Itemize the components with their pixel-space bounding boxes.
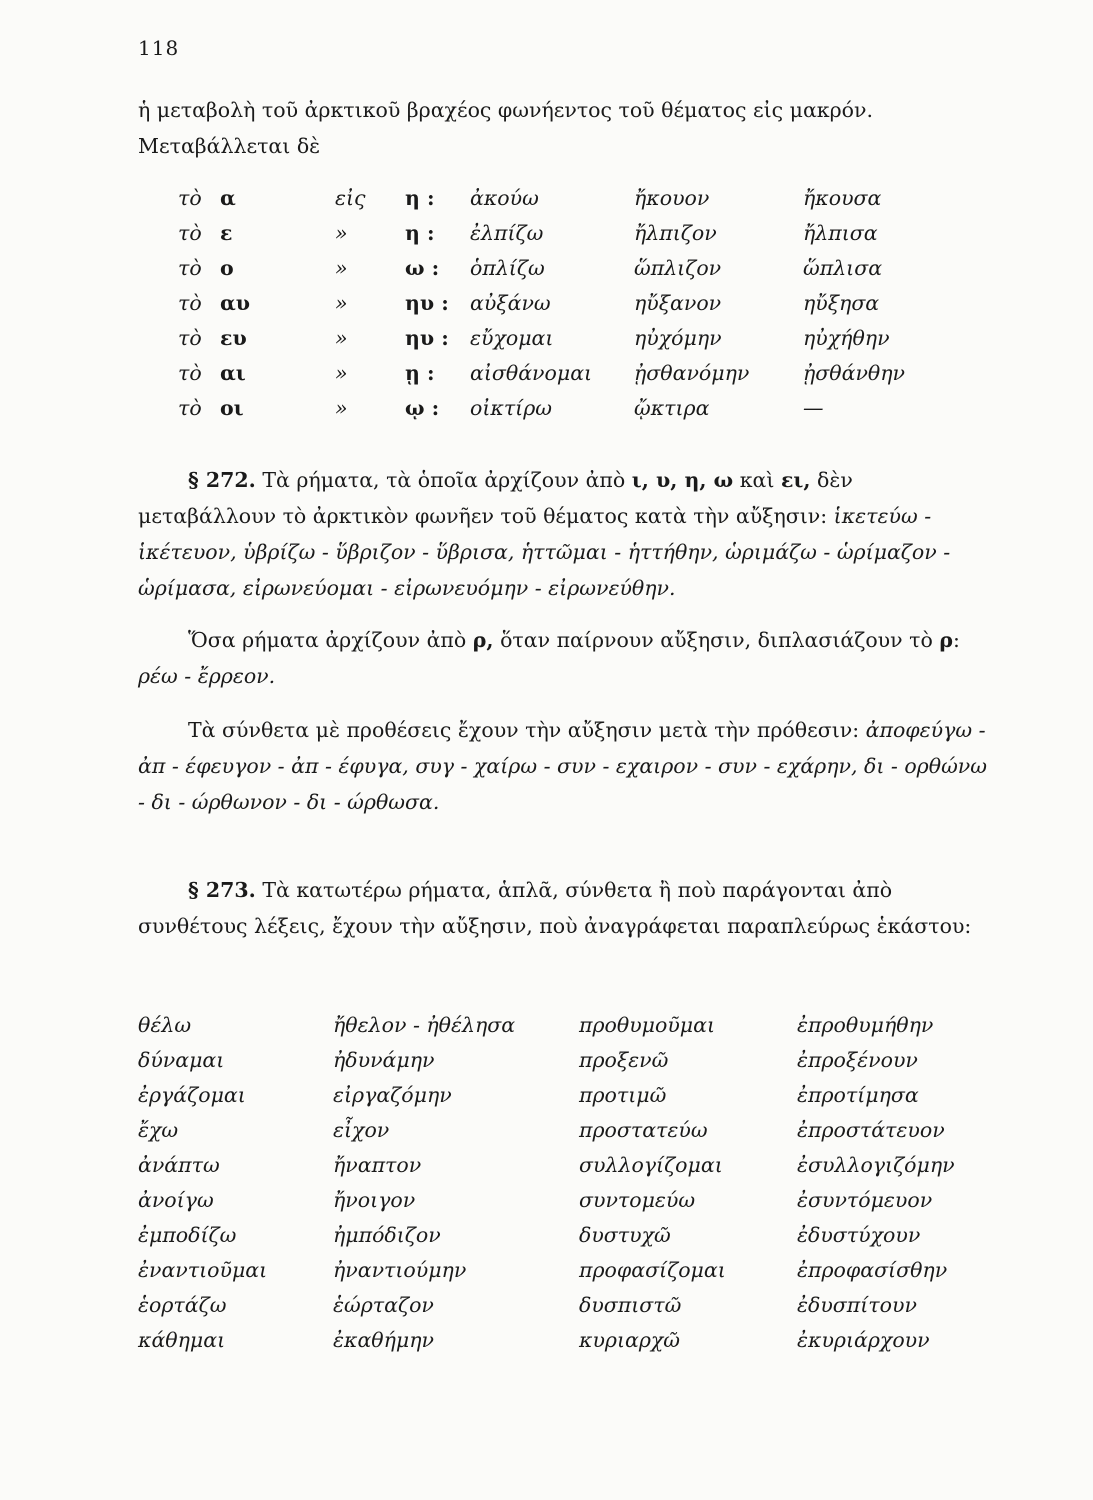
verb-augment: ἐσυλλογιζόμην	[797, 1153, 955, 1177]
augment-row	[0, 221, 1093, 255]
page-number: 118	[138, 36, 180, 60]
augmented-vowel: ῃ :	[405, 361, 435, 385]
into-word: »	[335, 361, 348, 385]
verb-augment: ἐπροξένουν	[797, 1048, 918, 1072]
verb-augment: ἐκυριάρχουν	[797, 1328, 930, 1352]
into-word: »	[335, 326, 348, 350]
verb: δυσπιστῶ	[579, 1293, 682, 1317]
initial-vowel: αι	[220, 361, 246, 385]
verb: προφασίζομαι	[579, 1258, 726, 1282]
imperfect-form: ὥπλιζον	[634, 256, 722, 280]
aorist-form: ηὔξησα	[803, 291, 880, 315]
verb-augment: ἐσυντόμευον	[797, 1188, 933, 1212]
verb: ἐργάζομαι	[138, 1083, 246, 1107]
initial-vowel: ο	[220, 256, 234, 280]
article: τὸ	[178, 256, 202, 280]
verb-augment: ἤναπτον	[333, 1153, 422, 1177]
augment-row	[0, 291, 1093, 325]
verb: συντομεύω	[579, 1188, 696, 1212]
verb: ἀνοίγω	[138, 1188, 214, 1212]
imperfect-form: ἤλπιζον	[634, 221, 717, 245]
initial-vowel: ευ	[220, 326, 247, 350]
augmented-vowel: ηυ :	[405, 291, 449, 315]
into-word: »	[335, 291, 348, 315]
verb: προθυμοῦμαι	[579, 1013, 716, 1037]
verb-row	[0, 1188, 1093, 1222]
aorist-form: ᾐσθάνθην	[803, 361, 906, 385]
verb: θέλω	[138, 1013, 192, 1037]
initial-vowel: ε	[220, 221, 233, 245]
article: τὸ	[178, 186, 202, 210]
augment-row	[0, 361, 1093, 395]
verb-augment: ἐδυστύχουν	[797, 1223, 921, 1247]
verb: δύναμαι	[138, 1048, 225, 1072]
verb: προξενῶ	[579, 1048, 669, 1072]
verb: προτιμῶ	[579, 1083, 667, 1107]
verb: ἀνάπτω	[138, 1153, 220, 1177]
verb: κάθημαι	[138, 1328, 226, 1352]
augmented-vowel: ηυ :	[405, 326, 449, 350]
aorist-form: —	[803, 396, 824, 420]
initial-vowel: αυ	[220, 291, 250, 315]
augment-row	[0, 326, 1093, 360]
rho-paragraph	[138, 622, 988, 694]
present-form: αὐξάνω	[470, 291, 551, 315]
body-text: δὲν μεταβάλλουν τὸ ἀρκτικὸν φωνῆεν τοῦ θέματος κατὰ τὴν αὔξησιν:	[138, 468, 853, 528]
article: τὸ	[178, 291, 202, 315]
verb-augment: ἐπροτίμησα	[797, 1083, 919, 1107]
verb-augment: ἐδυσπίτουν	[797, 1293, 917, 1317]
verb-row	[0, 1293, 1093, 1327]
body-text: Τὰ ρήματα, τὰ ὁποῖα ἀρχίζουν ἀπὸ	[262, 468, 626, 492]
body-text: :	[952, 628, 960, 652]
intro-paragraph	[138, 92, 988, 164]
imperfect-form: ηὔξανον	[634, 291, 722, 315]
verb-row	[0, 1118, 1093, 1152]
examples: ἱκετεύω - ἱκέτευον, ὑβρίζω - ὕβριζον - ὕβρισα, ἡττῶμαι - ἡττήθην, ὡριμάζω - ὡρίμαζον - ὡρίμασα, εἰρωνεύομαι - εἰρωνευόμην - εἰρωνεύθην.	[138, 504, 951, 600]
present-form: οἰκτίρω	[470, 396, 552, 420]
section-272-paragraph	[138, 462, 988, 606]
into-word: »	[335, 221, 348, 245]
verb-augment: ἐκαθήμην	[333, 1328, 434, 1352]
verb: κυριαρχῶ	[579, 1328, 681, 1352]
augment-row	[0, 186, 1093, 220]
into-word: »	[335, 396, 348, 420]
compounds-paragraph	[138, 712, 988, 820]
verb-row	[0, 1223, 1093, 1257]
examples: ρέω - ἔρρεον.	[138, 664, 276, 688]
verb-row	[0, 1153, 1093, 1187]
aorist-form: ἤκουσα	[803, 186, 882, 210]
initial-vowel: α	[220, 186, 236, 210]
verb-augment: ἐπροφασίσθην	[797, 1258, 948, 1282]
verb-augment: ἠδυνάμην	[333, 1048, 435, 1072]
present-form: εὔχομαι	[470, 326, 554, 350]
verb: δυστυχῶ	[579, 1223, 671, 1247]
verb: ἔχω	[138, 1118, 179, 1142]
verb-row	[0, 1258, 1093, 1292]
vowel-list: ι, υ, η, ω	[631, 468, 734, 492]
body-text: καὶ	[739, 468, 775, 492]
imperfect-form: ᾤκτιρα	[634, 396, 710, 420]
imperfect-form: ἤκουον	[634, 186, 710, 210]
present-form: αἰσθάνομαι	[470, 361, 593, 385]
verb-augment: ἤθελον - ἠθέλησα	[333, 1013, 516, 1037]
verb-row	[0, 1048, 1093, 1082]
article: τὸ	[178, 396, 202, 420]
examples: ἀποφεύγω - ἀπ - έφευγον - ἀπ - έφυγα, συγ - χαίρω - συν - εχαιρον - συν - εχάρην, δι - ορθώνω - δι - ώρθωνον - δι - ώρθωσα.	[138, 718, 987, 814]
augmented-vowel: ῳ :	[405, 396, 440, 420]
verb: ἑορτάζω	[138, 1293, 227, 1317]
rho-letter: ρ,	[472, 628, 494, 652]
augmented-vowel: η :	[405, 186, 435, 210]
body-text: ὅταν παίρνουν αὔξησιν, διπλασιάζουν τὸ	[500, 628, 933, 652]
aorist-form: ἤλπισα	[803, 221, 878, 245]
present-form: ἀκούω	[470, 186, 539, 210]
verb-augment: ἐπροστάτευον	[797, 1118, 945, 1142]
article: τὸ	[178, 221, 202, 245]
diphthong: ει,	[780, 468, 811, 492]
section-number: § 273.	[188, 878, 256, 902]
augmented-vowel: η :	[405, 221, 435, 245]
verb: ἐναντιοῦμαι	[138, 1258, 268, 1282]
article: τὸ	[178, 361, 202, 385]
rho-letter: ρ	[939, 628, 953, 652]
verb: προστατεύω	[579, 1118, 708, 1142]
verb-augment: ἑώρταζον	[333, 1293, 434, 1317]
body-text: Τὰ κατωτέρω ρήματα, ἁπλᾶ, σύνθετα ἢ ποὺ παράγονται ἀπὸ συνθέτους λέξεις, ἔχουν τὴν αὔξησιν, ποὺ ἀναγράφεται παραπλεύρως ἑκάστου:	[138, 878, 972, 938]
augment-row	[0, 396, 1093, 430]
present-form: ὁπλίζω	[470, 256, 545, 280]
augment-row	[0, 256, 1093, 290]
verb-augment: ἠναντιούμην	[333, 1258, 467, 1282]
into-word: εἰς	[335, 186, 366, 210]
imperfect-form: ηὐχόμην	[634, 326, 722, 350]
verb-augment: εἰργαζόμην	[333, 1083, 452, 1107]
verb-augment: ἤνοιγον	[333, 1188, 416, 1212]
initial-vowel: οι	[220, 396, 244, 420]
body-text: Τὰ σύνθετα μὲ προθέσεις ἔχουν τὴν αὔξησιν μετὰ τὴν πρόθεσιν:	[188, 718, 860, 742]
augmented-vowel: ω :	[405, 256, 440, 280]
verb: ἐμποδίζω	[138, 1223, 237, 1247]
verb-row	[0, 1013, 1093, 1047]
aorist-form: ὥπλισα	[803, 256, 883, 280]
section-273-paragraph	[138, 872, 988, 944]
article: τὸ	[178, 326, 202, 350]
imperfect-form: ᾐσθανόμην	[634, 361, 750, 385]
verb-augment: εἶχον	[333, 1118, 390, 1142]
section-number: § 272.	[188, 468, 256, 492]
intro-line-1: ἡ μεταβολὴ τοῦ ἀρκτικοῦ βραχέος φωνήεντος τοῦ θέματος εἰς μακρόν.	[138, 98, 873, 122]
verb: συλλογίζομαι	[579, 1153, 723, 1177]
verb-row	[0, 1328, 1093, 1362]
verb-augment: ἐπροθυμήθην	[797, 1013, 934, 1037]
present-form: ἐλπίζω	[470, 221, 544, 245]
intro-line-2: Μεταβάλλεται δὲ	[138, 134, 321, 158]
verb-augment: ἠμπόδιζον	[333, 1223, 441, 1247]
aorist-form: ηὐχήθην	[803, 326, 890, 350]
body-text: Ὅσα ρήματα ἀρχίζουν ἀπὸ	[188, 628, 467, 652]
into-word: »	[335, 256, 348, 280]
verb-row	[0, 1083, 1093, 1117]
